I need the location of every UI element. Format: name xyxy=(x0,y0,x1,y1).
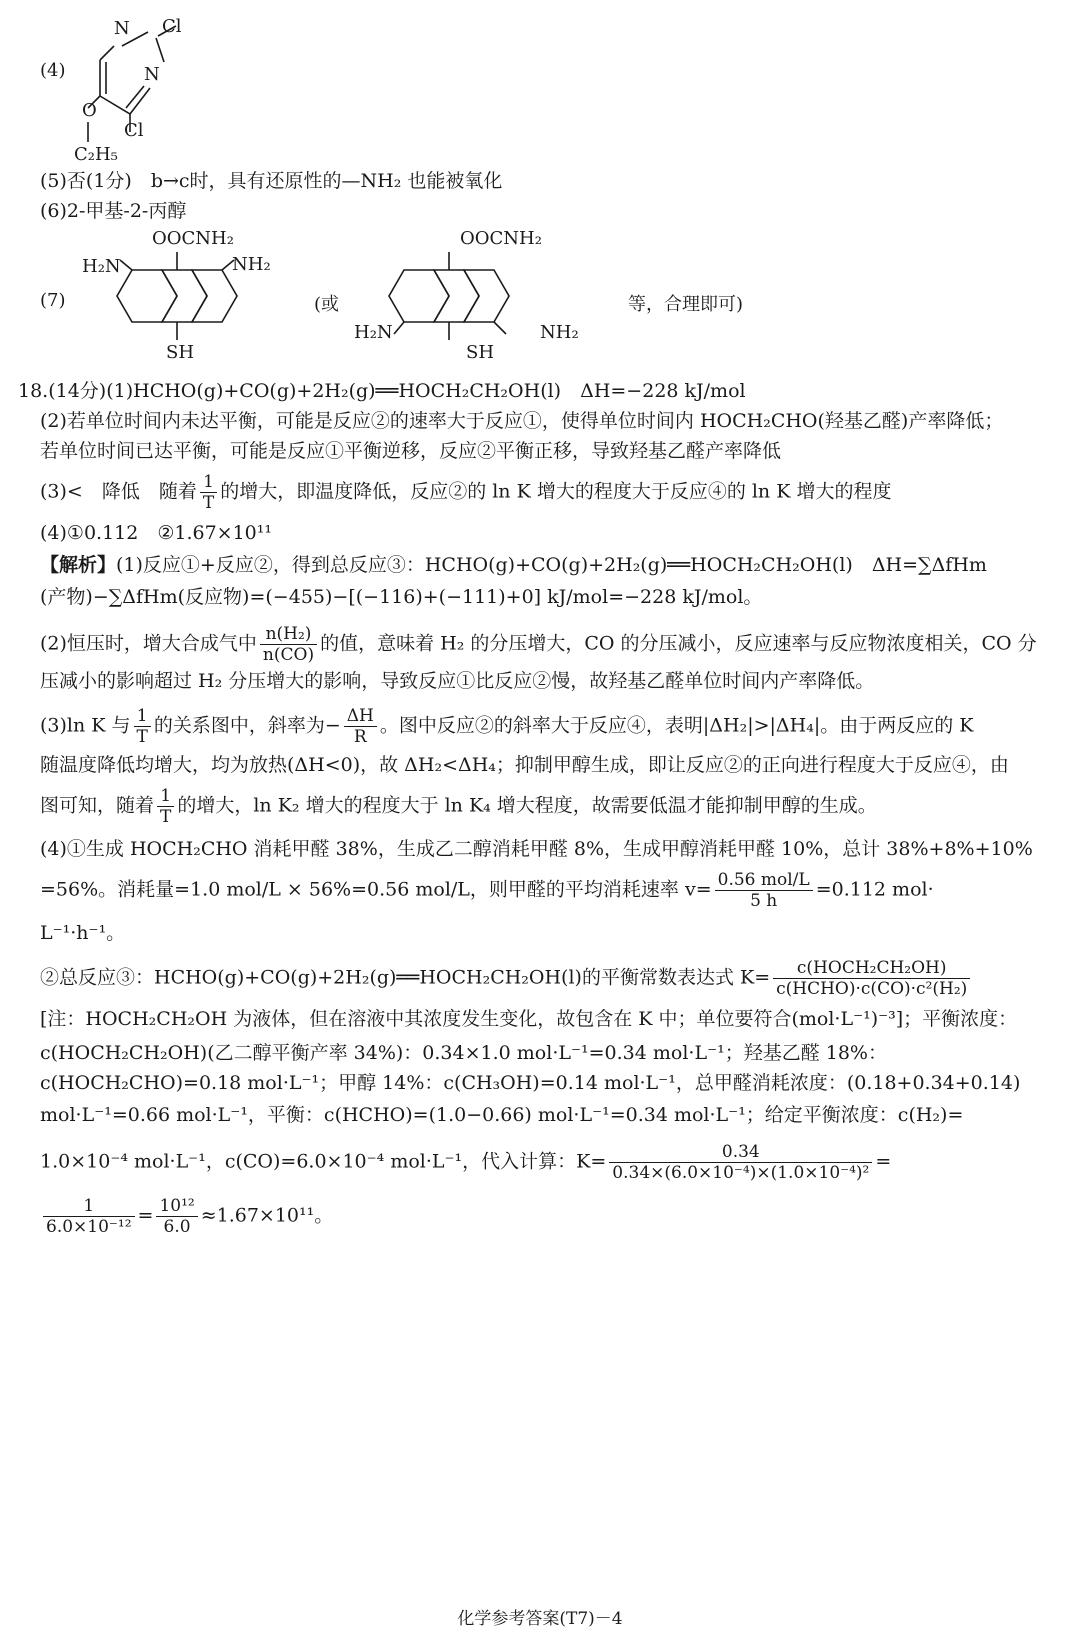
text: 1.0×10⁻⁴ mol·L⁻¹，c(CO)=6.0×10⁻⁴ mol·L⁻¹，代入计算：K= xyxy=(40,1150,607,1173)
fraction-1-over-t xyxy=(200,472,217,513)
q18-answer-3 xyxy=(40,472,1046,513)
jiexi-5-line4: c(HOCH₂CHO)=0.18 mol·L⁻¹；甲醇 14%：c(CH₃OH)=0.14 mol·L⁻¹，总甲醛消耗浓度：(0.18+0.34+0.14) xyxy=(40,1072,1021,1094)
group-sh: SH xyxy=(466,342,495,363)
q17-p4-structure xyxy=(60,10,220,170)
jiexi-5-line7 xyxy=(40,1196,1046,1237)
numerator: 1 xyxy=(200,472,217,493)
atom-ethyl: C₂H₅ xyxy=(74,144,118,165)
q18-answer-4: (4)①0.112 ②1.67×10¹¹ xyxy=(40,522,273,544)
q17-p4-label: (4) xyxy=(40,60,66,81)
group-h2n: H₂N xyxy=(82,256,121,277)
jiexi-1-line1 xyxy=(40,552,1046,578)
numerator: 1 xyxy=(134,706,151,727)
text: (3)ln K 与 xyxy=(40,714,131,737)
atom-n1: N xyxy=(114,18,130,39)
numerator: 0.56 mol/L xyxy=(715,870,813,891)
text: 的关系图中，斜率为− xyxy=(153,714,341,737)
group-nh2: NH₂ xyxy=(232,254,271,275)
jiexi-4-line2 xyxy=(40,870,1046,911)
fraction-1-over-t xyxy=(134,706,151,747)
fraction-dh-over-r xyxy=(344,706,377,747)
group-oocnh2: OOCNH₂ xyxy=(152,228,234,249)
text: 的增大，ln K₂ 增大的程度大于 ln K₄ 增大程度，故需要低温才能抑制甲醇的生成。 xyxy=(177,794,877,817)
text: 。图中反应②的斜率大于反应④，表明|ΔH₂|>|ΔH₄|。由于两反应的 K xyxy=(379,714,974,737)
text: (2)恒压时，增大合成气中 xyxy=(40,632,257,655)
jiexi-2-line1 xyxy=(40,624,1046,665)
denominator: 0.34×(6.0×10⁻⁴)×(1.0×10⁻⁴)² xyxy=(612,1163,870,1183)
q17-p6: (6)2-甲基-2-丙醇 xyxy=(40,200,187,222)
denominator: R xyxy=(353,727,367,747)
q17-p7-end: 等，合理即可) xyxy=(628,294,744,315)
text: 的值，意味着 H₂ 的分压增大，CO 的分压减小，反应速率与反应物浓度相关，CO 分 xyxy=(320,632,1037,655)
jiexi-5-line2: [注：HOCH₂CH₂OH 为液体，但在溶液中其浓度发生变化，故包含在 K 中；单位要符合(mol·L⁻¹)⁻³]；平衡浓度： xyxy=(40,1008,1018,1030)
jiexi-5-line6 xyxy=(40,1142,1046,1183)
jiexi-5-line3: c(HOCH₂CH₂OH)(乙二醇平衡产率 34%)：0.34×1.0 mol·L⁻¹=0.34 mol·L⁻¹；羟基乙醛 18%： xyxy=(40,1042,887,1064)
q17-p7-or: (或 xyxy=(314,294,340,315)
numerator: 1 xyxy=(43,1196,135,1217)
denominator: 5 h xyxy=(750,891,778,911)
jiexi-5-line1 xyxy=(40,958,1046,999)
q17-p7-structure-a xyxy=(82,226,322,368)
jiexi-3-line1 xyxy=(40,706,1046,747)
fraction-1e12-over-6 xyxy=(156,1196,197,1237)
fraction-nh2-nco xyxy=(260,624,317,665)
group-oocnh2: OOCNH₂ xyxy=(460,228,542,249)
text: =56%。消耗量=1.0 mol/L × 56%=0.56 mol/L，则甲醛的平均消耗速率 v= xyxy=(40,878,712,901)
jiexi-3-line3 xyxy=(40,786,1046,827)
group-sh: SH xyxy=(166,342,195,363)
fraction-1-over-6e-12 xyxy=(43,1196,135,1237)
denominator: c(HCHO)·c(CO)·c²(H₂) xyxy=(776,979,968,999)
fraction-k-value xyxy=(609,1142,872,1183)
atom-cl2: Cl xyxy=(124,120,144,141)
text: 的增大，即温度降低，反应②的 ln K 增大的程度大于反应④的 ln K 增大的程度 xyxy=(220,480,892,503)
numerator: ΔH xyxy=(344,706,377,727)
fraction-k-expression xyxy=(773,958,970,999)
denominator: 6.0×10⁻¹² xyxy=(46,1217,132,1237)
jiexi-5-line5: mol·L⁻¹=0.66 mol·L⁻¹，平衡：c(HCHO)=(1.0−0.66) mol·L⁻¹=0.34 mol·L⁻¹；给定平衡浓度：c(H₂)= xyxy=(40,1104,964,1126)
text: (3)< 降低 随着 xyxy=(40,480,197,503)
numerator: n(H₂) xyxy=(260,624,317,645)
q18-answer-2-line2: 若单位时间已达平衡，可能是反应①平衡逆移，反应②平衡正移，导致羟基乙醛产率降低 xyxy=(40,440,782,462)
q18-answer-1: 18.(14分)(1)HCHO(g)+CO(g)+2H₂(g)══HOCH₂CH₂OH(l) ΔH=−228 kJ/mol xyxy=(18,380,746,402)
numerator: c(HOCH₂CH₂OH) xyxy=(773,958,970,979)
denominator: T xyxy=(136,727,148,747)
text: ≈1.67×10¹¹。 xyxy=(200,1204,334,1227)
denominator: 6.0 xyxy=(163,1217,191,1237)
atom-o: O xyxy=(82,100,97,121)
fraction-1-over-t xyxy=(157,786,174,827)
q17-p7-label: (7) xyxy=(40,290,66,311)
denominator: n(CO) xyxy=(262,645,315,665)
q17-p5: (5)否(1分) b→c时，具有还原性的—NH₂ 也能被氧化 xyxy=(40,170,503,192)
jiexi-3-line2: 随温度降低均增大，均为放热(ΔH<0)，故 ΔH₂<ΔH₄；抑制甲醇生成，即让反应②的正向进行程度大于反应④，由 xyxy=(40,754,1009,776)
numerator: 10¹² xyxy=(156,1196,197,1217)
denominator: T xyxy=(160,807,172,827)
fraction-rate xyxy=(715,870,813,911)
numerator: 1 xyxy=(157,786,174,807)
numerator: 0.34 xyxy=(609,1142,872,1163)
q17-p7-structure-b xyxy=(354,226,594,368)
text: =0.112 mol· xyxy=(815,878,934,901)
atom-n2: N xyxy=(144,64,160,85)
text: (1)反应①+反应②，得到总反应③：HCHO(g)+CO(g)+2H₂(g)══HOCH₂CH₂OH(l) ΔH=∑ΔfHm xyxy=(116,554,987,576)
text: ②总反应③：HCHO(g)+CO(g)+2H₂(g)══HOCH₂CH₂OH(l)的平衡常数表达式 K= xyxy=(40,966,771,989)
atom-cl1: Cl xyxy=(162,16,182,37)
denominator: T xyxy=(202,493,215,513)
page-footer: 化学参考答案(T7)－4 xyxy=(457,1609,623,1629)
text: = xyxy=(875,1150,892,1173)
text: = xyxy=(137,1204,154,1227)
jiexi-2-line2: 压减小的影响超过 H₂ 分压增大的影响，导致反应①比反应②慢，故羟基乙醛单位时间内产率降低。 xyxy=(40,670,875,692)
jiexi-1-line2: (产物)−∑ΔfHm(反应物)=(−455)−[(−116)+(−111)+0] kJ/mol=−228 kJ/mol。 xyxy=(40,586,763,608)
jiexi-4-line1: (4)①生成 HOCH₂CHO 消耗甲醛 38%，生成乙二醇消耗甲醛 8%，生成甲醇消耗甲醛 10%，总计 38%+8%+10% xyxy=(40,838,1033,860)
jiexi-tag: 【解析】 xyxy=(40,554,117,576)
text: 图可知，随着 xyxy=(40,794,155,817)
q18-answer-2-line1: (2)若单位时间内未达平衡，可能是反应②的速率大于反应①，使得单位时间内 HOCH₂CHO(羟基乙醛)产率降低； xyxy=(40,410,1004,432)
group-h2n: H₂N xyxy=(354,322,393,343)
group-nh2: NH₂ xyxy=(540,322,579,343)
jiexi-4-line3: L⁻¹·h⁻¹。 xyxy=(40,922,126,944)
